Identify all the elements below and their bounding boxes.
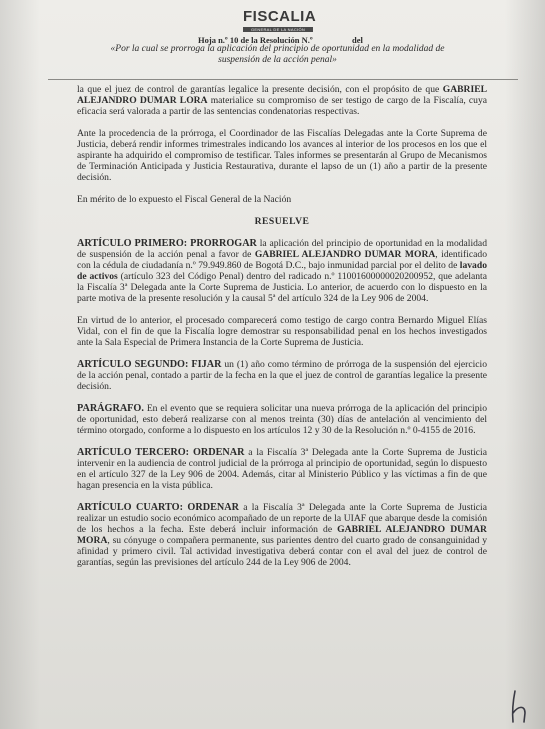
art4-name: GABRIEL ALEJANDRO DUMAR MORA — [77, 524, 487, 546]
logo-wordmark: FISCALIA — [243, 8, 317, 25]
paragrafo-text: En el evento que se requiera solicitar una nueva prórroga de la aplicación del principio de oportunidad, esto deberá realizarse con al menos treinta (30) días de antelación al vencimiento del término otorgado, conforme a lo dispuesto en los artículos 12 y 30 de la Resolución n.º 0-4155 de 2016. — [77, 403, 487, 436]
art2-text: un (1) año como término de prórroga de la suspensión del ejercicio de la acción penal, contado a partir de la fecha en la que el juez de control de garantías legalice la presente decisión. — [77, 359, 487, 392]
p1-name: GABRIEL ALEJANDRO DUMAR LORA — [77, 84, 487, 106]
art1-text-3: (artículo 323 del Código Penal) dentro del radicado n.º 11001600000020200952, que adelanta la Fiscalía 3ª Delegada ante la Corte Suprema de Justicia. Lo anterior, de acuerdo con lo dispuesto en la parte motiva de la presente resolución y la causal 5ª del artículo 324 de la Ley 906 de 2004. — [77, 271, 487, 304]
art1-heading: ARTÍCULO PRIMERO: PRORROGAR — [77, 238, 257, 249]
resuelve-heading: RESUELVE — [254, 216, 310, 227]
article-segundo — [77, 359, 487, 392]
page-shadow-right — [505, 0, 545, 729]
header-divider — [48, 79, 518, 80]
art2-heading: ARTÍCULO SEGUNDO: FIJAR — [77, 359, 222, 370]
p1-line3: de la Fiscalía, cuya eficacia será valorada a partir de las sentencias condenatorias respectivas. — [77, 95, 488, 117]
paragrafo — [77, 403, 487, 436]
paragrafo-heading: PARÁGRAFO. — [77, 403, 144, 414]
document-body — [77, 84, 487, 568]
article-primero — [77, 238, 487, 304]
art1-name: GABRIEL ALEJANDRO DUMAR MORA — [254, 249, 436, 260]
fiscalia-logo — [243, 8, 317, 32]
signature-mark — [509, 689, 539, 723]
art3-text: a la Fiscalía 3ª Delegada ante la Corte Suprema de Justicia intervenir en la audiencia de control judicial de la prórroga al principio de oportunidad, según lo dispuesto en el artículo 327 de la Ley 906 de 2004. Además, citar al Ministerio Público y las víctimas a fin de que hagan presencia en la vista pública. — [77, 447, 487, 491]
art4-text-2: , su cónyuge o compañera permanente, sus parientes dentro del cuarto grado de consanguinidad y afinidad y primero civil. Tal actividad investigativa deberá contar con el aval del juez de control de garantías, según las previsiones del artículo 244 de la Ley 906 de 2004. — [77, 535, 487, 568]
logo-subline: GENERAL DE LA NACIÓN — [243, 27, 313, 32]
hoja-number: Hoja n.º 10 de la Resolución N.º — [198, 35, 313, 45]
subtitle-line-2: suspensión de la acción penal» — [218, 55, 337, 65]
art4-heading: ARTÍCULO CUARTO: ORDENAR — [77, 502, 239, 513]
resolution-subtitle — [70, 44, 485, 66]
p1-line1: la que el juez de control de garantías legalice la presente decisión, con el propósito de que — [77, 84, 440, 95]
paragraph-prorroga: Ante la procedencia de la prórroga, el Coordinador de las Fiscalías Delegadas ante la Corte Suprema de Justicia, deberá rendir informes trimestrales indicando los avances al interior de los procesos en los que el aspirante ha adquirido el compromiso de testificar. Tales informes se presentarán al Grupo de Mecanismos de Terminación Anticipada y Justicia Restaurativa, durante el lapso de un (1) año a partir de la presente decisión. — [77, 128, 487, 183]
page-shadow-left — [0, 0, 40, 729]
art4-text-1: a la Fiscalía 3ª Delegada ante la Corte Suprema de Justicia realizar un estudio socio económico acompañado de un reporte de la UIAF que abarque desde la comisión de los hechos a la fecha. Este deberá incluir información de — [77, 502, 487, 535]
paragraph-merito: En mérito de lo expuesto el Fiscal General de la Nación — [77, 194, 292, 205]
article-tercero — [77, 447, 487, 491]
subtitle-line-1: «Por la cual se prorroga la aplicación del principio de oportunidad en la modalidad de — [110, 44, 445, 54]
art3-heading: ARTÍCULO TERCERO: ORDENAR — [77, 447, 245, 458]
paragraph-compromiso — [77, 84, 487, 117]
art1-delito: lavado de activos — [77, 260, 487, 282]
art1-text-1: la aplicación del principio de oportunidad en la modalidad de suspensión de la acción penal a favor de — [77, 238, 487, 260]
p1-line2: materialice su compromiso de ser testigo de cargo — [207, 95, 408, 106]
paragraph-testigo: En virtud de lo anterior, el procesado comparecerá como testigo de cargo contra Bernardo Miguel Elías Vidal, con el fin de que la Fiscalía logre demostrar su responsabilidad penal en los hechos investigados ante la Sala Especial de Primera Instancia de la Corte Suprema de Justicia. — [77, 315, 487, 348]
art1-text-2: , identificado con la cédula de ciudadanía n.º 79.949.860 de Bogotá D.C., bajo inmunidad parcial por el delito de — [77, 249, 487, 271]
article-cuarto — [77, 502, 487, 568]
hoja-del: del — [352, 35, 363, 45]
